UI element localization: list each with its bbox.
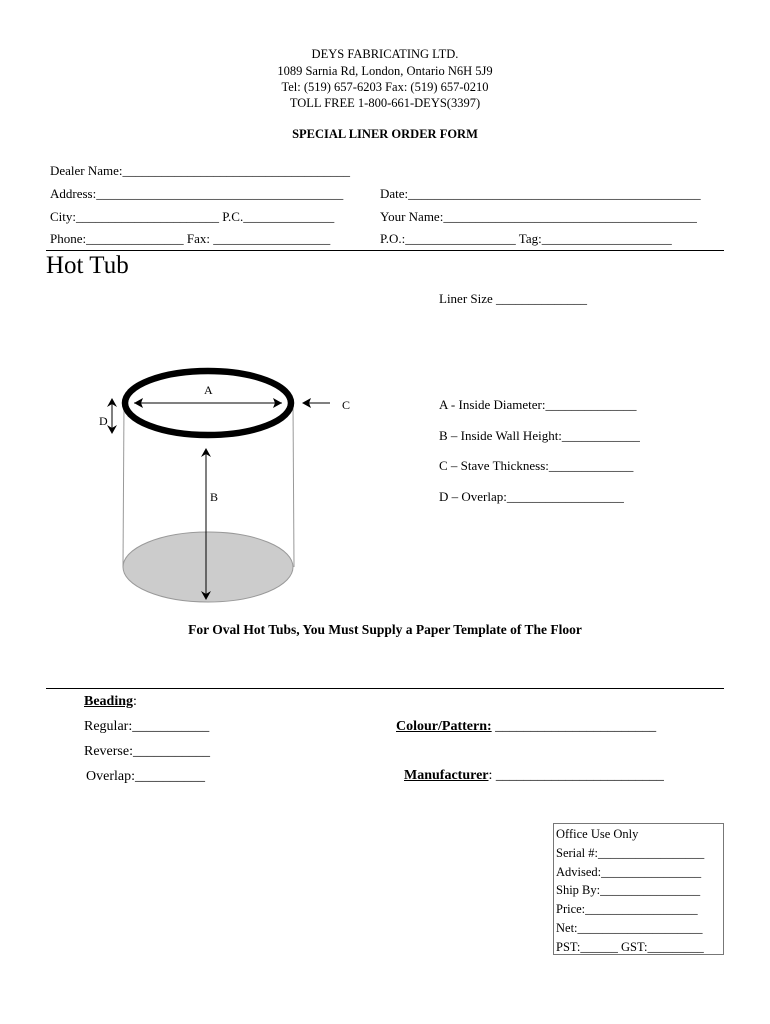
company-phones: Tel: (519) 657-6203 Fax: (519) 657-0210: [281, 80, 489, 94]
address-field[interactable]: Address:______________________________________: [50, 186, 344, 201]
date-field[interactable]: Date:_____________________________________________: [380, 186, 701, 201]
top-divider: [46, 250, 724, 251]
price-field[interactable]: Price:__________________: [556, 902, 698, 917]
phone-fax-field[interactable]: Phone:_______________ Fax: __________________: [50, 231, 331, 246]
label-a: A: [204, 383, 213, 397]
ship-by-field[interactable]: Ship By:________________: [556, 883, 701, 898]
company-tollfree: TOLL FREE 1-800-661-DEYS(3397): [289, 96, 481, 110]
liner-size-field[interactable]: Liner Size ______________: [439, 291, 588, 306]
tub-floor: [123, 532, 293, 602]
office-use-box: [553, 823, 724, 955]
form-title: SPECIAL LINER ORDER FORM: [292, 127, 478, 141]
beading-overlap-field[interactable]: Overlap:__________: [86, 769, 205, 784]
colour-pattern-label: Colour/Pattern:: [396, 719, 492, 734]
manufacturer-line: : ________________________: [488, 768, 664, 783]
bottom-divider: [46, 688, 724, 689]
right-wall-line: [293, 403, 294, 567]
dealer-name-field[interactable]: Dealer Name:___________________________________: [50, 163, 351, 178]
beading-heading: [84, 694, 137, 710]
colour-pattern-line: _______________________: [495, 719, 657, 734]
beading-colon: :: [133, 694, 137, 709]
hot-tub-diagram: [90, 360, 360, 610]
serial-field[interactable]: Serial #:_________________: [556, 845, 705, 860]
manufacturer-field[interactable]: [404, 768, 664, 784]
colour-pattern-field[interactable]: [396, 719, 656, 735]
your-name-field[interactable]: Your Name:_______________________________________: [380, 209, 697, 224]
left-wall-line: [123, 403, 124, 567]
company-name: DEYS FABRICATING LTD.: [311, 47, 459, 61]
beading-regular-field[interactable]: Regular:___________: [84, 719, 210, 734]
beading-reverse-field[interactable]: Reverse:___________: [84, 744, 210, 759]
office-use-title: Office Use Only: [556, 827, 639, 841]
label-c: C: [342, 398, 351, 412]
oval-tub-note: For Oval Hot Tubs, You Must Supply a Paper Template of The Floor: [188, 622, 582, 637]
section-title: Hot Tub: [46, 252, 129, 279]
inside-diameter-field[interactable]: A - Inside Diameter:______________: [439, 397, 637, 412]
company-address: 1089 Sarnia Rd, London, Ontario N6H 5J9: [277, 64, 493, 78]
label-b: B: [210, 490, 219, 504]
po-tag-field[interactable]: P.O.:_________________ Tag:____________________: [380, 231, 672, 246]
overlap-field[interactable]: D – Overlap:__________________: [439, 489, 624, 504]
city-pc-field[interactable]: City:______________________ P.C.______________: [50, 209, 335, 224]
stave-thickness-field[interactable]: C – Stave Thickness:_____________: [439, 458, 634, 473]
net-field[interactable]: Net:____________________: [556, 920, 703, 935]
advised-field[interactable]: Advised:________________: [556, 864, 702, 879]
label-d: D: [99, 414, 108, 428]
beading-title: Beading: [84, 694, 134, 709]
pst-gst-field[interactable]: PST:______ GST:_________: [556, 939, 704, 954]
inside-wall-height-field[interactable]: B – Inside Wall Height:____________: [439, 428, 640, 443]
manufacturer-label: Manufacturer: [404, 768, 489, 783]
